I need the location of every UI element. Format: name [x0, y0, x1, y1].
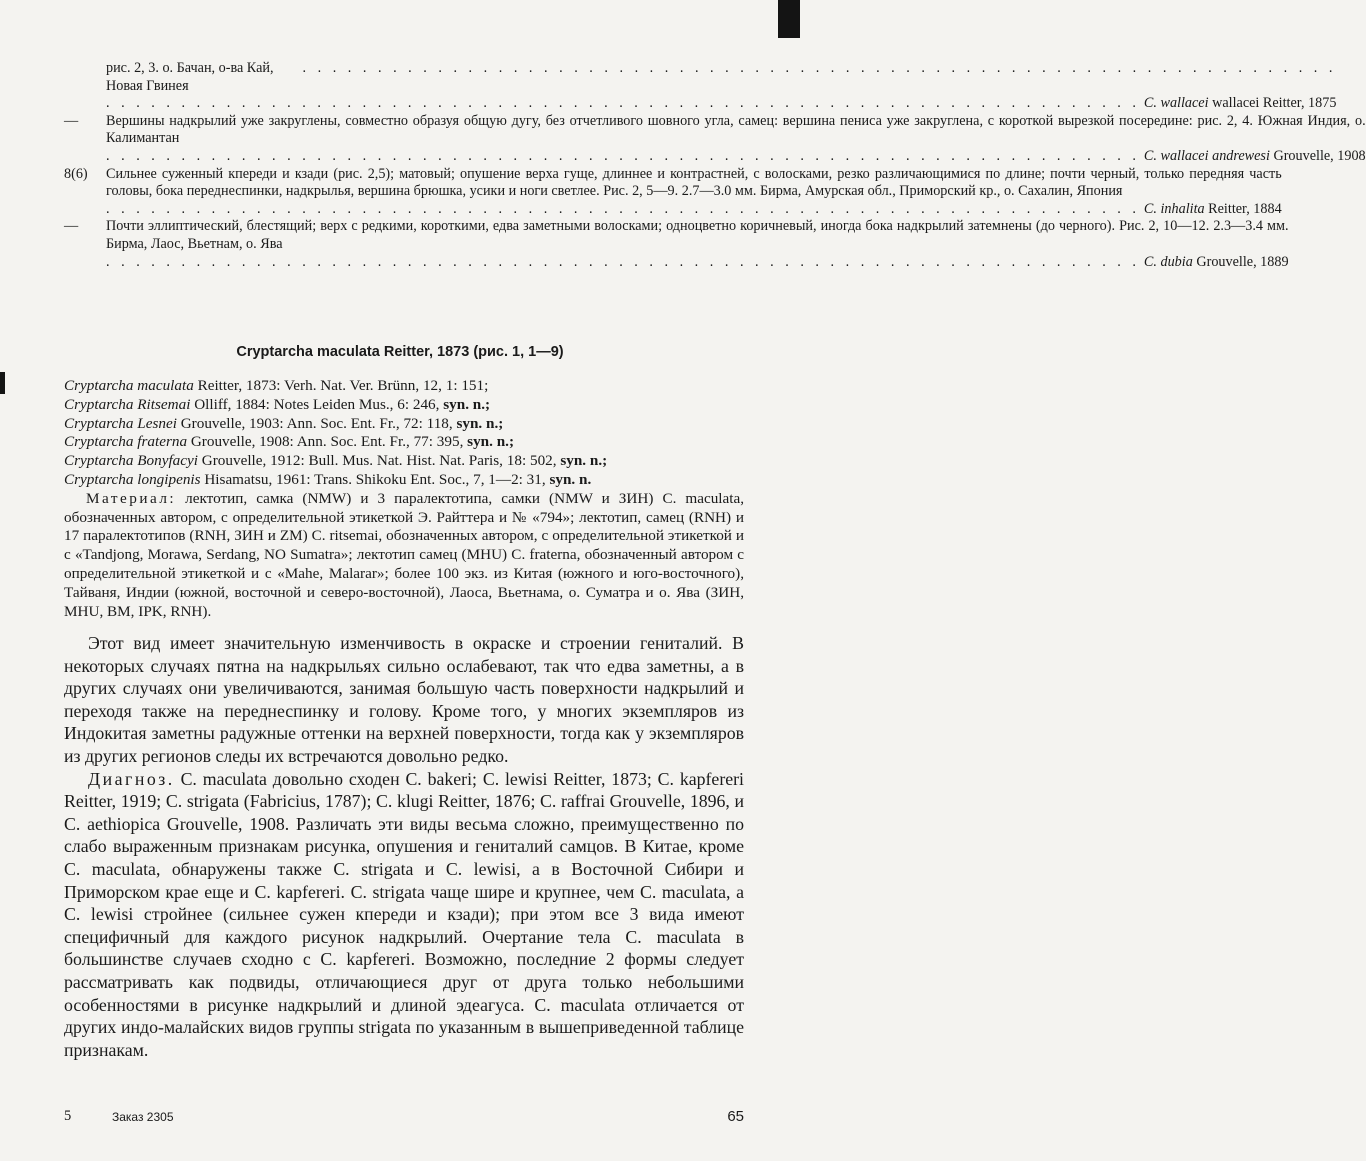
material-paragraph — [64, 490, 744, 622]
key-entry — [64, 60, 1337, 113]
material-text: лектотип, самка (NMW) и 3 паралектотипа, самки (NMW и ЗИН) C. maculata, обозначенных автором, с определительной этикеткой Э. Райттера и № «794»; лектотип, самец (RNH) и 17 паралектотипов (RNH, ЗИН и ZM) C. ritsemai, обозначенных автором, с определительной этикеткой и с «Tandjong, Morawa, Serdang, NO Sumatra»; лектотип самец (MHU) C. fraterna, обозначенный автором с определительной этикеткой и с «Mahe, Malarar»; более 100 экз. из Китая (южного и юго-восточного), Тайваня, Индии (южной, восточной и северо-восточной), Лаоса, Вьетнама, о. Суматра и о. Ява (ЗИН, MHU, BM, IPK, RNH). — [64, 489, 744, 620]
taxon-author: Reitter, 1884 — [1204, 200, 1282, 217]
print-order: Заказ 2305 — [112, 1110, 174, 1124]
scan-margin-mark — [0, 372, 5, 394]
synonym-entry: Cryptarcha fraterna Grouvelle, 1908: Ann. Soc. Ent. Fr., 77: 395, syn. n.; — [64, 433, 515, 451]
synonym-entry: Cryptarcha longipenis Hisamatsu, 1961: Trans. Shikoku Ent. Soc., 7, 1—2: 31, syn. n. — [64, 470, 592, 488]
key-text: Почти эллиптический, блестящий; верх с редкими, короткими, едва заметными волосками; одноцветно коричневый, иногда бока надкрылий затемнены (до черного). Рис. 2, 10—12. 2.3—3.4 мм. Бирма, Лаос, Вьетнам, о. Ява — [106, 218, 1289, 252]
synonymy-block — [64, 377, 744, 621]
synonym-entry: Cryptarcha Lesnei Grouvelle, 1903: Ann. Soc. Ent. Fr., 72: 118, syn. n.; — [64, 414, 504, 432]
diagnosis-paragraph — [64, 768, 744, 1062]
page-number: 65 — [727, 1108, 744, 1125]
key-text: рис. 2, 3. о. Бачан, о-ва Кай, Новая Гвинея — [106, 60, 274, 94]
taxon-author: Grouvelle, 1889 — [1192, 253, 1289, 270]
key-text: Вершины надкрылий уже закруглены, совместно образуя общую дугу, без отчетливого шовного угла, самец: вершина пениса уже закруглена, с короткой вырезкой посередине: рис. 2, 4. Южная Индия, о. Калимантан — [106, 112, 1366, 147]
diagnosis-label: Диагноз. — [88, 768, 175, 789]
taxon-name: C. inhalita — [1143, 200, 1205, 217]
main-text — [64, 632, 744, 1061]
key-text: Сильнее суженный кпереди и кзади (рис. 2,5); матовый; опушение верха гуще, длиннее и контрастней, с волосками, резко различающимися по длине; почти черный, только передняя часть головы, бока переднеспинки, надкрылья, вершина брюшка, усики и ноги светлее. Рис. 2, 5—9. 2.7—3.0 мм. Бирма, Амурская обл., Приморский кр., о. Сахалин, Япония — [106, 165, 1282, 200]
taxon-name: C. wallacei andrewesi — [1143, 147, 1270, 164]
variability-paragraph: Этот вид имеет значительную изменчивость в окраске и строении гениталий. В некоторых случаях пятна на надкрыльях сильно ослабевают, так что едва заметны, а в других случаях они увеличиваются, занимая большую часть поверхности надкрылий и переходя также на переднеспинку и голову. Кроме того, у многих экземпляров из Индокитая заметны радужные оттенки на верхней поверхности, тогда как у экземпляров из других регионов следы их встречаются довольно редко. — [64, 633, 744, 766]
key-entry — [64, 218, 1289, 271]
key-dash: — — [64, 112, 79, 129]
key-entry — [64, 165, 1282, 219]
key-entry — [64, 112, 1366, 166]
material-label: Материал: — [86, 489, 177, 507]
taxon-author: Grouvelle, 1908 — [1269, 147, 1366, 164]
diagnosis-text: C. maculata довольно сходен C. bakeri; C. lewisi Reitter, 1873; C. kapfereri Reitter, 1919; C. strigata (Fabricius, 1787); C. klugi Reitter, 1876; C. raffrai Grouvelle, 1896, и C. aethiopica Grouvelle, 1908. Различать эти виды весьма сложно, преимущественно по слабо выраженным признакам рисунка, опушения и гениталий самцов. В Китае, кроме C. maculata, обнаружены также C. strigata и C. lewisi, а в Восточной Сибири и Приморском крае еще и C. kapfereri. C. strigata чаще шире и крупнее, чем C. maculata, а C. lewisi стройнее (сильнее сужен кпереди и кзади); при этом все 3 вида имеют специфичный для каждого рисунок надкрылий. Очертание тела C. maculata в большинстве случаев сходно с C. kapfereri. Возможно, последние 2 формы следует рассматривать как подвиды, отличающиеся друг от друга только небольшими особенностями в рисунке надкрылий и длиной эдеагуса. C. maculata отличается от других индо-малайских видов группы strigata по указанным в вышеприведенной таблице признакам. — [64, 768, 744, 1060]
species-heading: Cryptarcha maculata Reitter, 1873 (рис. 1, 1—9) — [236, 344, 564, 360]
taxon-name: C. dubia — [1143, 253, 1193, 270]
scan-edge-mark — [778, 0, 800, 38]
synonym-entry: Cryptarcha Bonyfacyi Grouvelle, 1912: Bull. Mus. Nat. Hist. Nat. Paris, 18: 502, syn. n.; — [64, 452, 608, 470]
identification-key — [64, 60, 1366, 271]
couplet-number: 8(6) — [64, 165, 88, 182]
signature-number: 5 — [64, 1108, 72, 1124]
taxon-name: C. wallacei — [1143, 95, 1209, 112]
taxon-author: wallacei Reitter, 1875 — [1208, 95, 1337, 112]
synonym-entry: Cryptarcha maculata Reitter, 1873: Verh. Nat. Ver. Brünn, 12, 1: 151; — [64, 377, 489, 394]
synonym-entry: Cryptarcha Ritsemai Olliff, 1884: Notes Leiden Mus., 6: 246, syn. n.; — [64, 395, 491, 413]
key-dash: — — [64, 218, 79, 235]
